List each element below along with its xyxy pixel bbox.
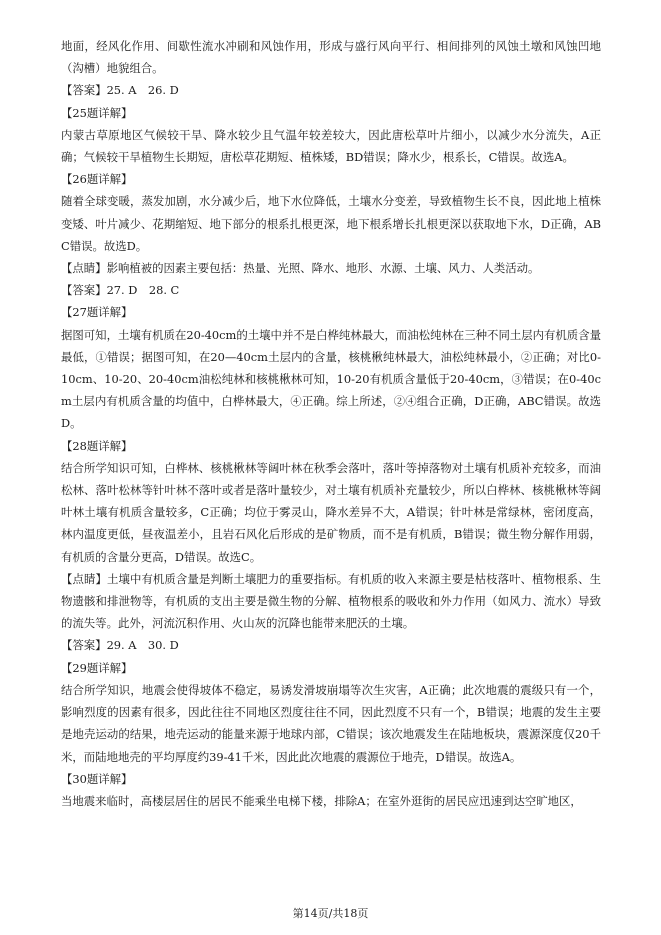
explanation-q29: 结合所学知识，地震会使得坡体不稳定，易诱发滑坡崩塌等次生灾害，A正确；此次地震的震级只有一个，影响烈度的因素有很多，因此往往不同地区烈度往往不同，因此烈度不只有一个，B错误；地震的发生主要是地壳运动的结果，地壳运动的能量来源于地球内部，C错误；该次地震发生在陆地板块，震源深度仅20千米，而陆地地壳的平均厚度约39-41千米，因此此次地震的震源位于地壳，D错误。故选A。 [61, 682, 601, 764]
heading-q29: 【29题详解】 [61, 660, 133, 675]
paragraph-wind-erosion: 地面，经风化作用、间歇性流水冲刷和风蚀作用，形成与盛行风向平行、相间排列的风蚀土墩和风蚀凹地（沟槽）地貌组合。 [61, 39, 601, 76]
explanation-q30: 当地震来临时，高楼层居住的居民不能乘坐电梯下楼，排除A；在室外逛街的居民应迅速到达空旷地区， [61, 793, 582, 808]
answer-29-30: 【答案】29. A 30. D [61, 638, 179, 653]
answer-25-26: 【答案】25. A 26. D [61, 83, 179, 98]
tip-organic-matter: 【点睛】土壤中有机质含量是判断土壤肥力的重要指标。有机质的收入来源主要是枯枝落叶、植物根系、生物遗骸和排泄物等，有机质的支出主要是微生物的分解、植物根系的吸收和外力作用（如风力、流水）导致的流失等。此外，河流沉积作用、火山灰的沉降也能带来肥沃的土壤。 [61, 571, 601, 631]
answer-27-28: 【答案】27. D 28. C [61, 283, 180, 298]
heading-q26: 【26题详解】 [61, 172, 133, 187]
heading-q27: 【27题详解】 [61, 305, 133, 320]
explanation-q26: 随着全球变暖，蒸发加剧，水分减少后，地下水位降低，土壤水分变差，导致植物生长不良，因此地上植株变矮、叶片减少、花期缩短、地下部分的根系扎根更深，地下根系增长扎根更深以获取地下水，D正确，ABC错误。故选D。 [61, 194, 601, 253]
explanation-q27: 据图可知，土壤有机质在20-40cm的土壤中并不是白桦纯林最大，而油松纯林在三种不同土层内有机质含量最低，①错误；据图可知，在20—40cm土层内的含量，核桃楸纯林最大，油松纯林最小，②正确；对比0-10cm、10-20、20-40cm油松纯林和核桃楸林可知，10-20有机质含量低于20-40cm，③错误；在0-40cm土层内有机质含量的均值中，白桦林最大，④正确。综上所述，②④组合正确，D正确，ABC错误。故选D。 [61, 327, 601, 431]
page-number: 第14页/共18页 [292, 907, 369, 920]
explanation-q25: 内蒙古草原地区气候较干旱、降水较少且气温年较差较大，因此唐松草叶片细小，以减少水分流失，A正确；气候较干旱植物生长期短，唐松草花期短、植株矮，BD错误；降水少，根系长，C错误。故选A。 [61, 127, 601, 165]
tip-vegetation: 【点睛】影响植被的因素主要包括：热量、光照、降水、地形、水源、土壤、风力、人类活动。 [61, 261, 540, 276]
heading-q30: 【30题详解】 [61, 771, 133, 786]
heading-q25: 【25题详解】 [61, 105, 133, 120]
page-body [61, 35, 601, 812]
explanation-q28: 结合所学知识可知，白桦林、核桃楸林等阔叶林在秋季会落叶，落叶等掉落物对土壤有机质补充较多，而油松林、落叶松林等针叶林不落叶或者是落叶量较少，对土壤有机质补充量较少，所以白桦林、核桃楸林等阔叶林土壤有机质含量较多，C正确；均位于雾灵山，降水差异不大，A错误；针叶林是常绿林，密闭度高，林内温度更低，昼夜温差小，且岩石风化后形成的是矿物质，而不是有机质，B错误；微生物分解作用弱，有机质的含量分更高，D错误。故选C。 [61, 460, 601, 564]
heading-q28: 【28题详解】 [61, 438, 133, 453]
